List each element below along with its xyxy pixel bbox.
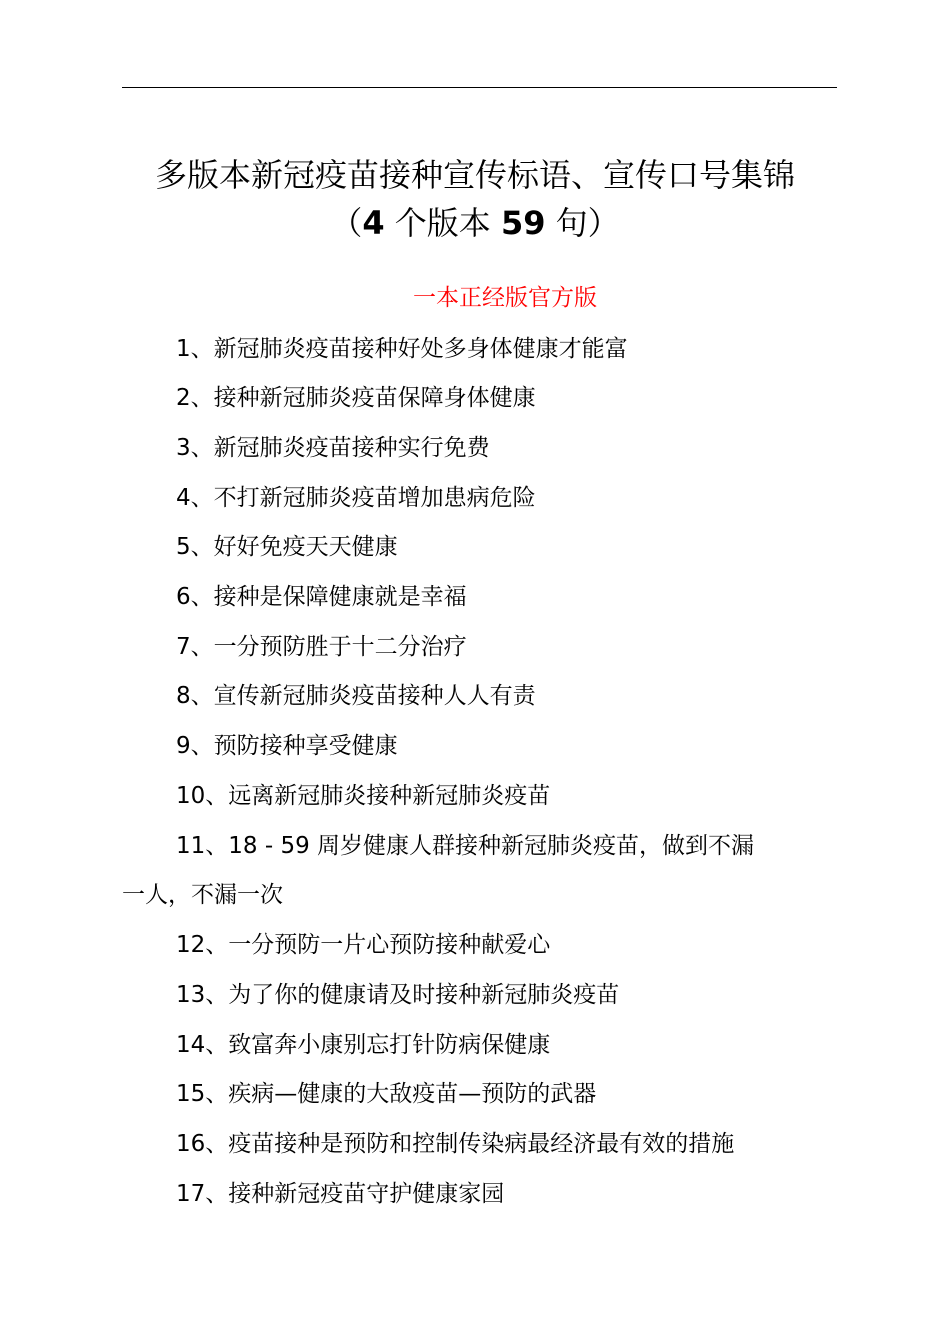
- slogan-item-continuation: 一人，不漏一次: [122, 882, 283, 908]
- subtitle-middle: 个版本: [384, 204, 501, 242]
- section-title: 一本正经版官方版: [413, 285, 597, 311]
- slogan-item: 10、远离新冠肺炎接种新冠肺炎疫苗: [176, 783, 551, 809]
- slogan-item: 16、疫苗接种是预防和控制传染病最经济最有效的措施: [176, 1131, 735, 1157]
- subtitle-close: 句）: [545, 204, 620, 242]
- slogan-item: 11、18 - 59 周岁健康人群接种新冠肺炎疫苗，做到不漏: [176, 833, 755, 859]
- slogan-item: 13、为了你的健康请及时接种新冠肺炎疫苗: [176, 982, 620, 1008]
- slogan-item: 15、疾病—健康的大敌疫苗—预防的武器: [176, 1081, 597, 1107]
- slogan-item: 12、一分预防一片心预防接种献爱心: [176, 932, 551, 958]
- version-count: 4: [362, 204, 385, 242]
- document-subtitle: [0, 203, 950, 243]
- slogan-item: 1、新冠肺炎疫苗接种好处多身体健康才能富: [176, 336, 628, 362]
- slogan-item: 17、接种新冠疫苗守护健康家园: [176, 1181, 505, 1207]
- document-title: 多版本新冠疫苗接种宣传标语、宣传口号集锦: [154, 156, 795, 194]
- slogan-item: 8、宣传新冠肺炎疫苗接种人人有责: [176, 683, 536, 709]
- slogan-item: 5、好好免疫天天健康: [176, 534, 398, 560]
- slogan-item: 3、新冠肺炎疫苗接种实行免费: [176, 435, 490, 461]
- slogan-item: 6、接种是保障健康就是幸福: [176, 584, 467, 610]
- subtitle-open: （: [330, 204, 363, 242]
- slogan-item: 2、接种新冠肺炎疫苗保障身体健康: [176, 385, 536, 411]
- slogan-item: 14、致富奔小康别忘打针防病保健康: [176, 1032, 551, 1058]
- slogan-item: 9、预防接种享受健康: [176, 733, 398, 759]
- slogan-item: 7、一分预防胜于十二分治疗: [176, 634, 467, 660]
- sentence-count: 59: [500, 204, 546, 242]
- header-rule: [122, 87, 837, 88]
- slogan-item: 4、不打新冠肺炎疫苗增加患病危险: [176, 485, 536, 511]
